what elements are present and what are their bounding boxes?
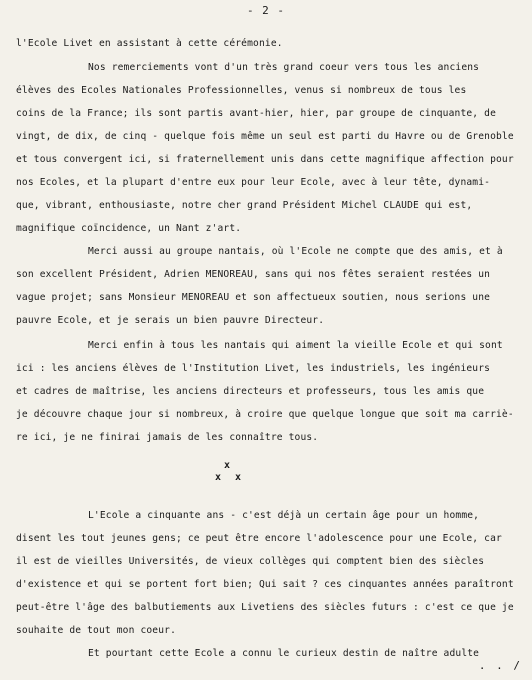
text-line: ici : les anciens élèves de l'Institution Livet, les industriels, les ingénieurs <box>16 363 491 374</box>
text-line: magnifique coïncidence, un Nant z'art. <box>16 223 242 234</box>
text-line: peut-être l'âge des balbutiements aux Livetiens des siècles futurs : c'est ce que je <box>16 602 514 613</box>
text-line: nos Ecoles, et la plupart d'entre eux pour leur Ecole, avec à leur tête, dynami- <box>16 177 491 188</box>
text-line: vague projet; sans Monsieur MENOREAU et son affectueux soutien, nous serions une <box>16 292 491 303</box>
section-separator: x <box>224 460 231 471</box>
text-line: élèves des Ecoles Nationales Professionnelles, venus si nombreux de tous les <box>16 85 467 96</box>
section-separator: x <box>215 472 222 483</box>
text-line: Et pourtant cette Ecole a connu le curieux destin de naître adulte <box>88 648 480 659</box>
text-line: je découvre chaque jour si nombreux, à croire que quelque longue que soit ma carriè- <box>16 409 514 420</box>
text-line: l'Ecole Livet en assistant à cette cérémonie. <box>16 38 283 49</box>
text-line: L'Ecole a cinquante ans - c'est déjà un certain âge pour un homme, <box>88 510 480 521</box>
text-line: coins de la France; ils sont partis avant-hier, hier, par groupe de cinquante, de <box>16 108 496 119</box>
text-line: Nos remerciements vont d'un très grand coeur vers tous les anciens <box>88 62 480 73</box>
text-line: Merci enfin à tous les nantais qui aiment la vieille Ecole et qui sont <box>88 340 503 351</box>
text-line: et tous convergent ici, si fraternellement unis dans cette magnifique affection pour <box>16 154 514 165</box>
text-line: disent les tout jeunes gens; ce peut être encore l'adolescence pour une Ecole, car <box>16 533 502 544</box>
text-line: d'existence et qui se portent fort bien; Qui sait ? ces cinquantes années paraîtront <box>16 579 514 590</box>
text-line: il est de vieilles Universités, de vieux collèges qui comptent bien des siècles <box>16 556 485 567</box>
text-line: que, vibrant, enthousiaste, notre cher grand Président Michel CLAUDE qui est, <box>16 200 473 211</box>
continuation-mark: . . / <box>478 659 522 672</box>
text-line: souhaite de tout mon coeur. <box>16 625 176 636</box>
text-line: et cadres de maîtrise, les anciens directeurs et professeurs, tous les amis que <box>16 386 485 397</box>
text-line: vingt, de dix, de cinq - quelque fois même un seul est parti du Havre ou de Grenoble <box>16 131 514 142</box>
text-line: pauvre Ecole, et je serais un bien pauvre Directeur. <box>16 315 325 326</box>
text-line: re ici, je ne finirai jamais de les connaître tous. <box>16 432 319 443</box>
text-line: Merci aussi au groupe nantais, où l'Ecole ne compte que des amis, et à <box>88 246 503 257</box>
page-number: - 2 - <box>246 4 286 17</box>
text-line: son excellent Président, Adrien MENOREAU, sans qui nos fêtes seraient restées un <box>16 269 491 280</box>
section-separator: x <box>235 472 242 483</box>
